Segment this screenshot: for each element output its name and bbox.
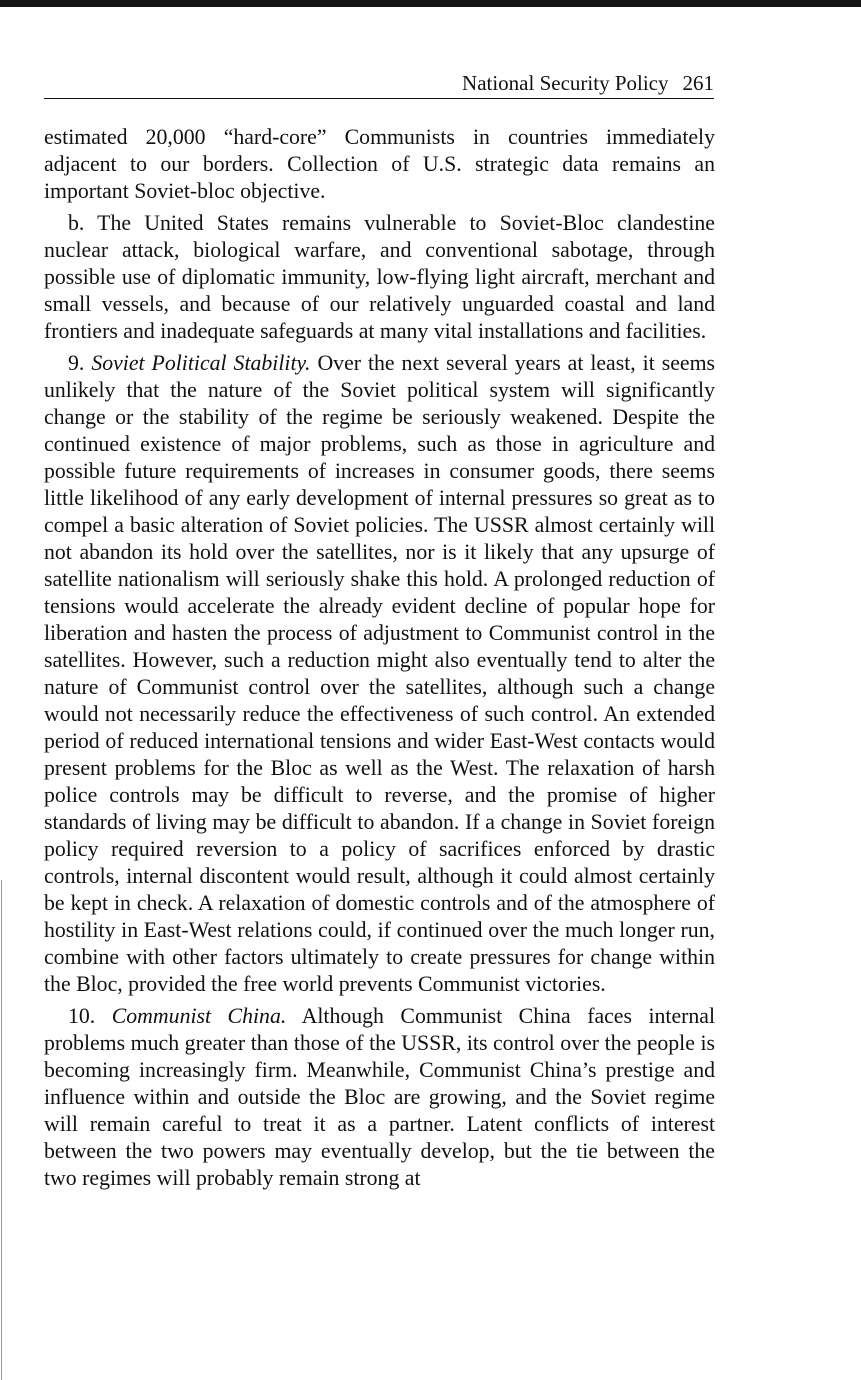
- running-header: [44, 70, 714, 99]
- paragraph-text: estimated 20,000 “hard-core” Communists in countries immediately adjacent to our borders. Collection of U.S. strategic data remains an important Soviet-bloc objective.: [44, 125, 715, 203]
- paragraph-continued: [44, 124, 715, 205]
- paragraph-heading: Communist China.: [111, 1004, 287, 1028]
- page-number: 261: [682, 71, 714, 95]
- scan-left-edge: [1, 880, 2, 1380]
- paragraph-number: 9.: [68, 351, 85, 375]
- paragraph-number: 10.: [68, 1004, 96, 1028]
- scan-top-border: [0, 0, 861, 7]
- paragraph-10: [44, 1003, 715, 1192]
- header-title: National Security Policy: [462, 71, 669, 95]
- paragraph-text: Although Communist China faces internal problems much greater than those of the USSR, its control over the people is becoming increasingly firm. Meanwhile, Communist China’s prestige and influence within and outside the Bloc are growing, and the Soviet regime will remain careful to treat it as a partner. Latent conflicts of interest between the two powers may eventually develop, but the tie between the two regimes will probably remain strong at: [44, 1004, 716, 1190]
- paragraph-text: b. The United States remains vulnerable to Soviet-Bloc clandestine nuclear attack, biological warfare, and conventional sabotage, through possible use of diplomatic immunity, low-flying light aircraft, merchant and small vessels, and because of our relatively unguarded coastal and land frontiers and inadequate safeguards at many vital installations and facilities.: [44, 211, 715, 343]
- body-text: [44, 124, 715, 1197]
- paragraph-b: [44, 210, 715, 345]
- paragraph-text: Over the next several years at least, it seems unlikely that the nature of the Soviet political system will significantly change or the stability of the regime be seriously weakened. Despite the continued existence of major problems, such as those in agriculture and possible future requirements of increases in consumer goods, there seems little likelihood of any early development of internal pressures so great as to compel a basic alteration of Soviet policies. The USSR almost certainly will not abandon its hold over the satellites, nor is it likely that any upsurge of satellite nationalism will seriously shake this hold. A prolonged reduction of tensions would accelerate the already evident decline of popular hope for liberation and hasten the process of adjustment to Communist control in the satellites. However, such a reduction might also eventually tend to alter the nature of Communist control over the satellites, although such a change would not necessarily reduce the effectiveness of such control. An extended period of reduced international tensions and wider East-West contacts would present problems for the Bloc as well as the West. The relaxation of harsh police controls may be difficult to reverse, and the promise of higher standards of living may be difficult to abandon. If a change in Soviet foreign policy required reversion to a policy of sacrifices enforced by drastic controls, internal discontent would result, although it could almost certainly be kept in check. A relaxation of domestic controls and of the atmosphere of hostility in East-West relations could, if continued over the much longer run, combine with other factors ultimately to create pressures for change within the Bloc, provided the free world prevents Communist victories.: [44, 351, 716, 996]
- paragraph-9: [44, 350, 715, 998]
- paragraph-heading: Soviet Political Stability.: [91, 351, 311, 375]
